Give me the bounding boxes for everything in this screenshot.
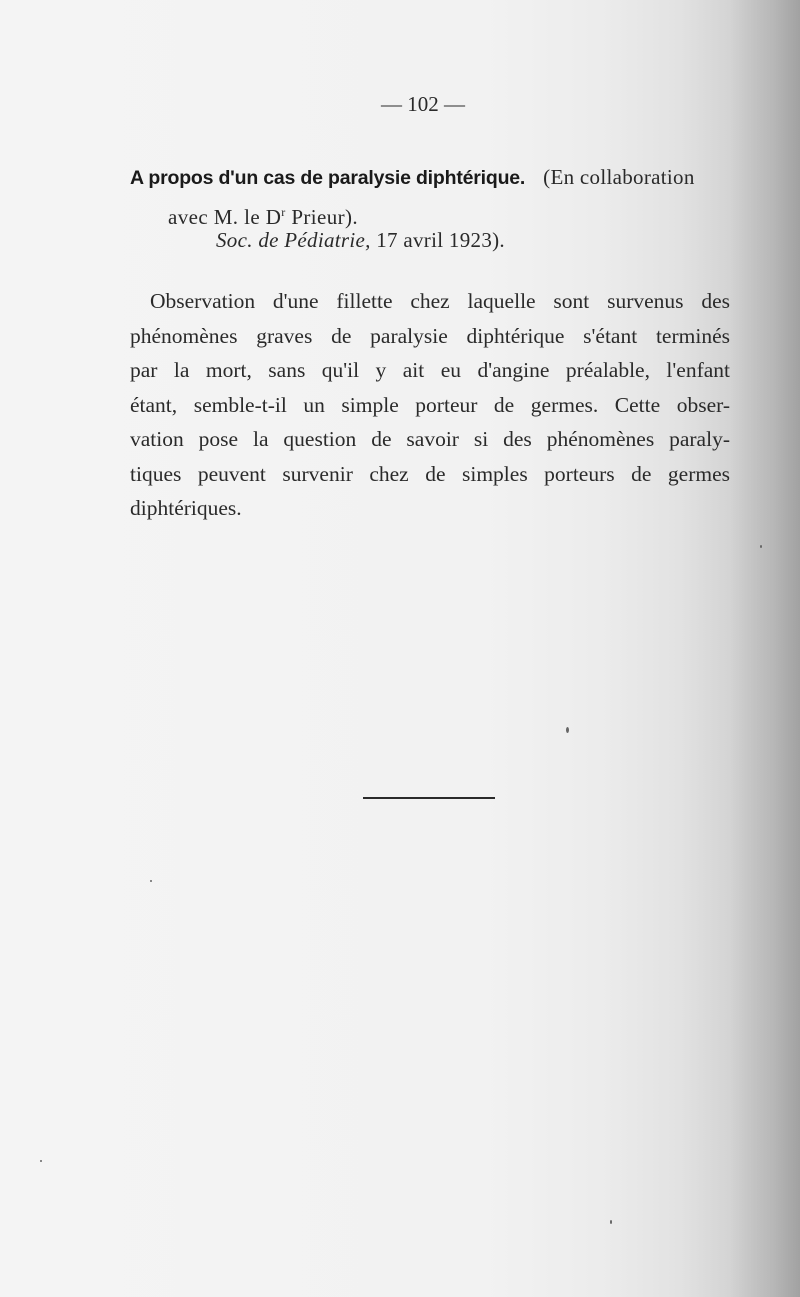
paper-speck [566, 727, 569, 733]
paper-speck [40, 1160, 42, 1162]
entry-coauthor-name: Prieur). [285, 205, 359, 229]
abstract-paragraph [130, 284, 730, 526]
entry-collaboration: (En collaboration [543, 165, 695, 189]
abstract-line: diphtériques. [130, 496, 242, 520]
abstract-line: phénomènes graves de paralysie diphtérique s'étant terminés [130, 323, 730, 348]
paper-speck [610, 1220, 612, 1224]
entry-title-line-1 [130, 160, 730, 195]
paper-speck [150, 880, 152, 882]
entry-coauthor-sup: r [281, 205, 286, 219]
entry-title [130, 160, 730, 234]
abstract-line: par la mort, sans qu'il y ait eu d'angine préalable, l'enfant [130, 358, 730, 382]
abstract-line: étant, semble-t-il un simple porteur de germes. Cette obser- [130, 392, 730, 417]
citation-date: 17 avril 1923). [370, 228, 505, 252]
citation-journal: Soc. de Pédiatrie, [216, 228, 371, 252]
paper-speck [760, 545, 762, 548]
entry-title-bold: A propos d'un cas de paralysie diphtérique. [130, 167, 526, 189]
entry-citation [216, 228, 505, 253]
entry-coauthor-prefix: avec M. le D [168, 205, 282, 229]
abstract-line: vation pose la question de savoir si des phénomènes paraly- [130, 427, 730, 451]
section-divider-rule [363, 797, 495, 799]
page-number: — 102 — [381, 92, 465, 116]
page-edge-shadow [730, 0, 800, 1297]
abstract-line: tiques peuvent survenir chez de simples porteurs de germes [130, 461, 730, 486]
abstract-line: Observation d'une fillette chez laquelle sont survenus des [150, 289, 730, 313]
